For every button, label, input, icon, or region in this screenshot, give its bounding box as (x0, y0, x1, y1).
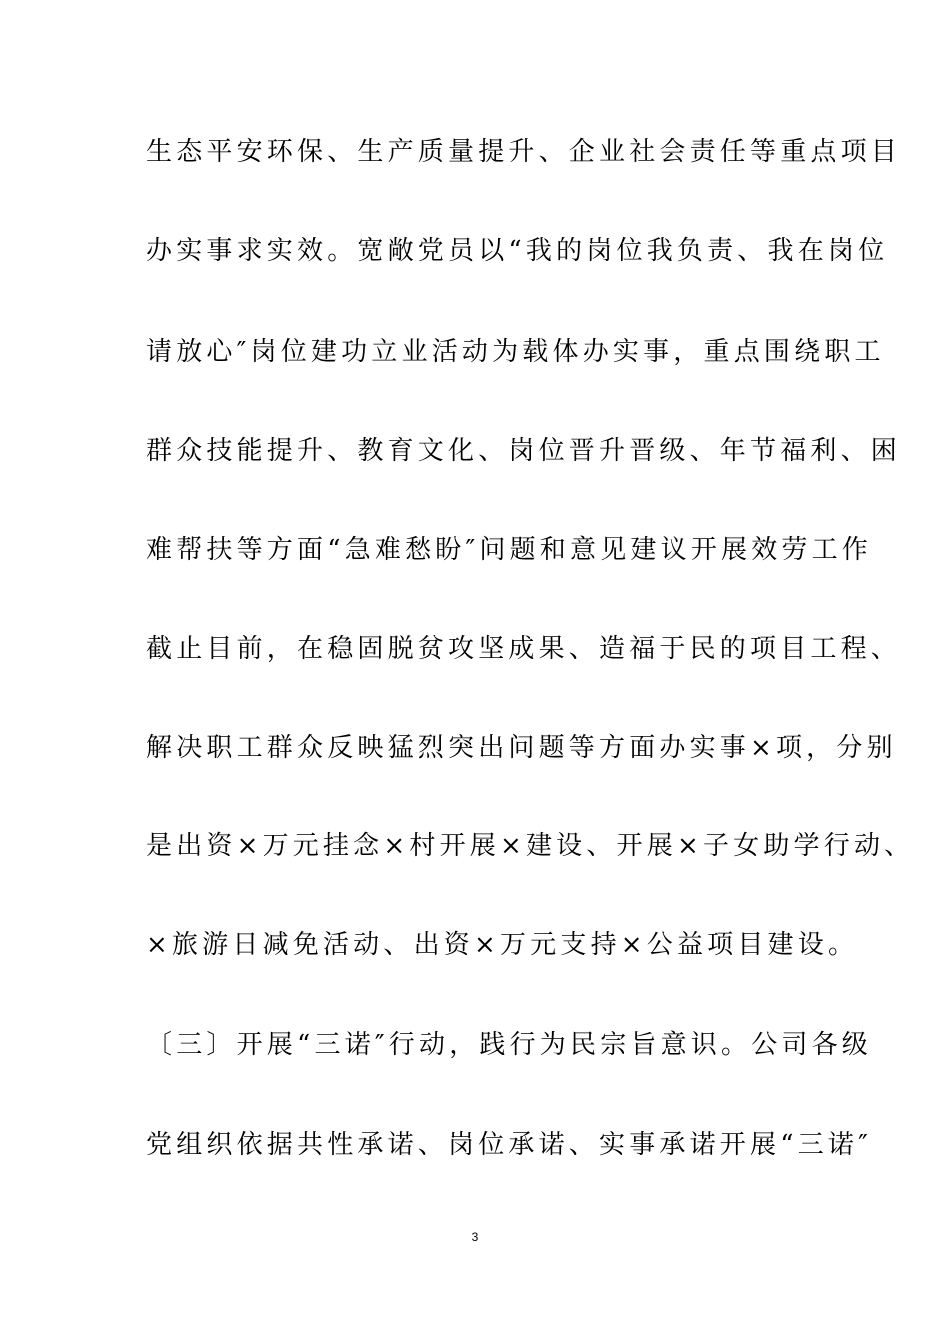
text-line: ×旅游日减免活动、出资×万元支持×公益项目建设。 (146, 930, 859, 960)
text-line: 是出资×万元挂念×村开展×建设、开展×子女助学行动、 (146, 831, 915, 861)
text-line: 群众技能提升、教育文化、岗位晋升晋级、年节福利、困 (146, 436, 902, 466)
text-line: 党组织依据共性承诺、岗位承诺、实事承诺开展“三诺″ (146, 1130, 873, 1160)
text-line: 解决职工群众反映猛烈突出问题等方面办实事×项，分别 (146, 733, 897, 763)
text-line: 难帮扶等方面“急难愁盼″问题和意见建议开展效劳工作 (146, 535, 873, 565)
text-line: 截止目前，在稳固脱贫攻坚成果、造福于民的项目工程、 (146, 634, 902, 664)
section-heading-line: 〔三〕开展“三诺″行动，践行为民宗旨意识。公司各级 (146, 1030, 873, 1060)
text-line: 生态平安环保、生产质量提升、企业社会责任等重点项目 (146, 137, 902, 167)
text-line: 请放心″岗位建功立业活动为载体办实事，重点围绕职工 (146, 337, 885, 367)
page-number: 3 (471, 1230, 479, 1244)
text-line: 办实事求实效。宽敞党员以“我的岗位我负责、我在岗位 (146, 236, 889, 266)
